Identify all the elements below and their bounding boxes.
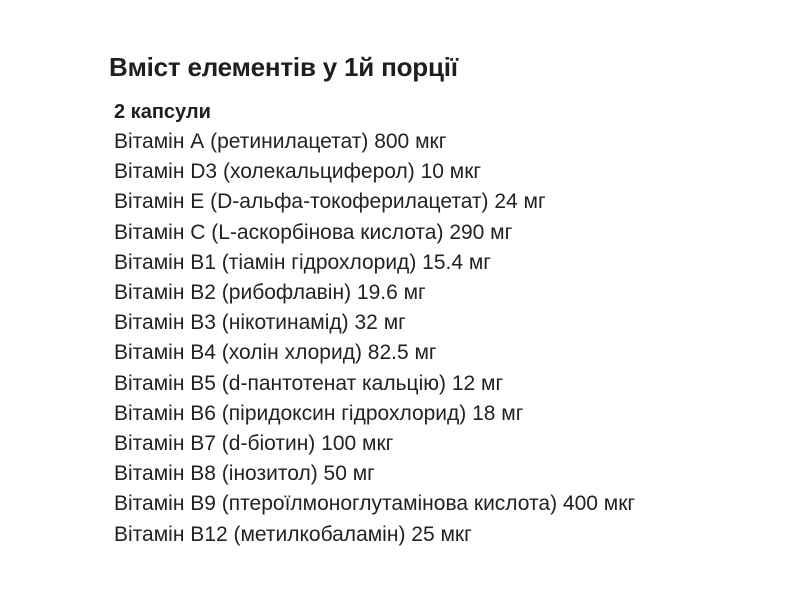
ingredient-item: Вітамін В8 (інозитол) 50 мг xyxy=(114,462,375,486)
composition-section xyxy=(109,50,769,550)
ingredient-item: Вітамін В6 (піридоксин гідрохлорид) 18 мг xyxy=(114,401,524,425)
ingredient-item: Вітамін Е (D-альфа-токоферилацетат) 24 мг xyxy=(114,190,546,214)
section-title: Вміст елементів у 1й порції xyxy=(109,52,458,82)
ingredient-item: Вітамін С (L-аскорбінова кислота) 290 мг xyxy=(114,220,513,244)
ingredient-item: Вітамін В2 (рибофлавін) 19.6 мг xyxy=(114,281,426,305)
ingredients-list xyxy=(109,127,769,550)
ingredient-item: Вітамін А (ретинилацетат) 800 мкг xyxy=(114,130,447,153)
ingredient-item: Вітамін В7 (d-біотин) 100 мкг xyxy=(114,432,394,456)
ingredient-item: Вітамін В9 (птероїлмоноглутамінова кислота) 400 мкг xyxy=(114,492,636,516)
ingredient-item: Вітамін В12 (метилкобаламін) 25 мкг xyxy=(114,522,472,546)
ingredient-item: Вітамін В3 (нікотинамід) 32 мг xyxy=(114,311,406,335)
ingredient-item: Вітамін В5 (d-пантотенат кальцію) 12 мг xyxy=(114,371,504,395)
ingredient-item: Вітамін В1 (тіамін гідрохлорид) 15.4 мг xyxy=(114,250,491,274)
ingredient-item: Вітамін D3 (холекальциферол) 10 мкг xyxy=(114,160,482,184)
serving-size: 2 капсули xyxy=(114,101,211,123)
ingredient-item: Вітамін В4 (холін хлорид) 82.5 мг xyxy=(114,341,437,365)
